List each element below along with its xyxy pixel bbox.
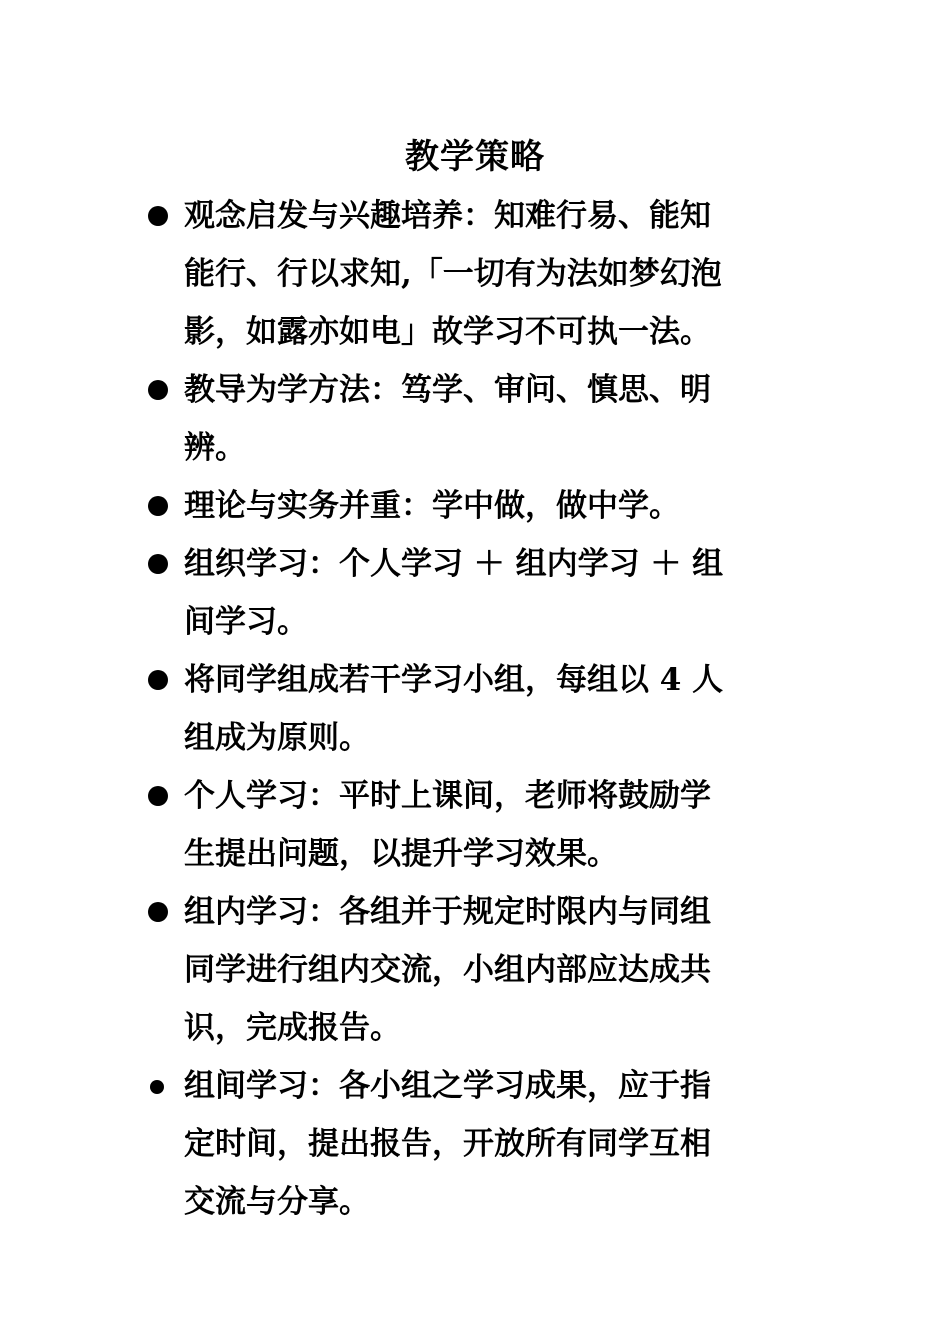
list-item-line: 组成为原则。: [184, 720, 370, 756]
list-item: [140, 1057, 820, 1231]
list-item: [140, 361, 820, 477]
list-item-line: 能行、行以求知,「一切有为法如梦幻泡: [184, 256, 722, 292]
list-item: [140, 767, 820, 883]
bullet-icon: [148, 902, 168, 922]
bullet-icon: [150, 1080, 164, 1094]
list-item: [140, 187, 820, 361]
list-item-line: 理论与实务并重：学中做，做中学。: [184, 488, 680, 524]
list-item-line: 观念启发与兴趣培养：知难行易、能知: [184, 198, 711, 234]
list-item-line: 将同学组成若干学习小组，每组以 4 人: [184, 662, 724, 698]
bullet-icon: [148, 670, 168, 690]
bullet-icon: [148, 380, 168, 400]
list-item-line: 识，完成报告。: [184, 1010, 401, 1046]
strategy-list: [140, 187, 820, 1231]
list-item-line: 组织学习：个人学习 ＋ 组内学习 ＋ 组: [184, 546, 724, 582]
list-item: [140, 651, 820, 767]
list-item: [140, 883, 820, 1057]
list-item-line: 定时间，提出报告，开放所有同学互相: [184, 1126, 711, 1162]
list-item-line: 生提出问题，以提升学习效果。: [184, 836, 618, 872]
list-item-line: 个人学习：平时上课间，老师将鼓励学: [184, 778, 711, 814]
bullet-icon: [148, 496, 168, 516]
list-item-line: 辨。: [184, 430, 246, 466]
list-item-line: 组内学习：各组并于规定时限内与同组: [184, 894, 711, 930]
list-item-line: 交流与分享。: [184, 1184, 370, 1220]
list-item: [140, 477, 820, 535]
list-item-line: 组间学习：各小组之学习成果，应于指: [184, 1068, 711, 1104]
list-item-line: 同学进行组内交流，小组内部应达成共: [184, 952, 711, 988]
page-title: 教学策略: [405, 137, 545, 177]
list-item-line: 教导为学方法：笃学、审问、慎思、明: [184, 372, 711, 408]
list-item-line: 影，如露亦如电」故学习不可执一法。: [184, 314, 711, 350]
bullet-icon: [148, 554, 168, 574]
bullet-icon: [148, 786, 168, 806]
list-item: [140, 535, 820, 651]
list-item-line: 间学习。: [184, 604, 308, 640]
bullet-icon: [148, 206, 168, 226]
